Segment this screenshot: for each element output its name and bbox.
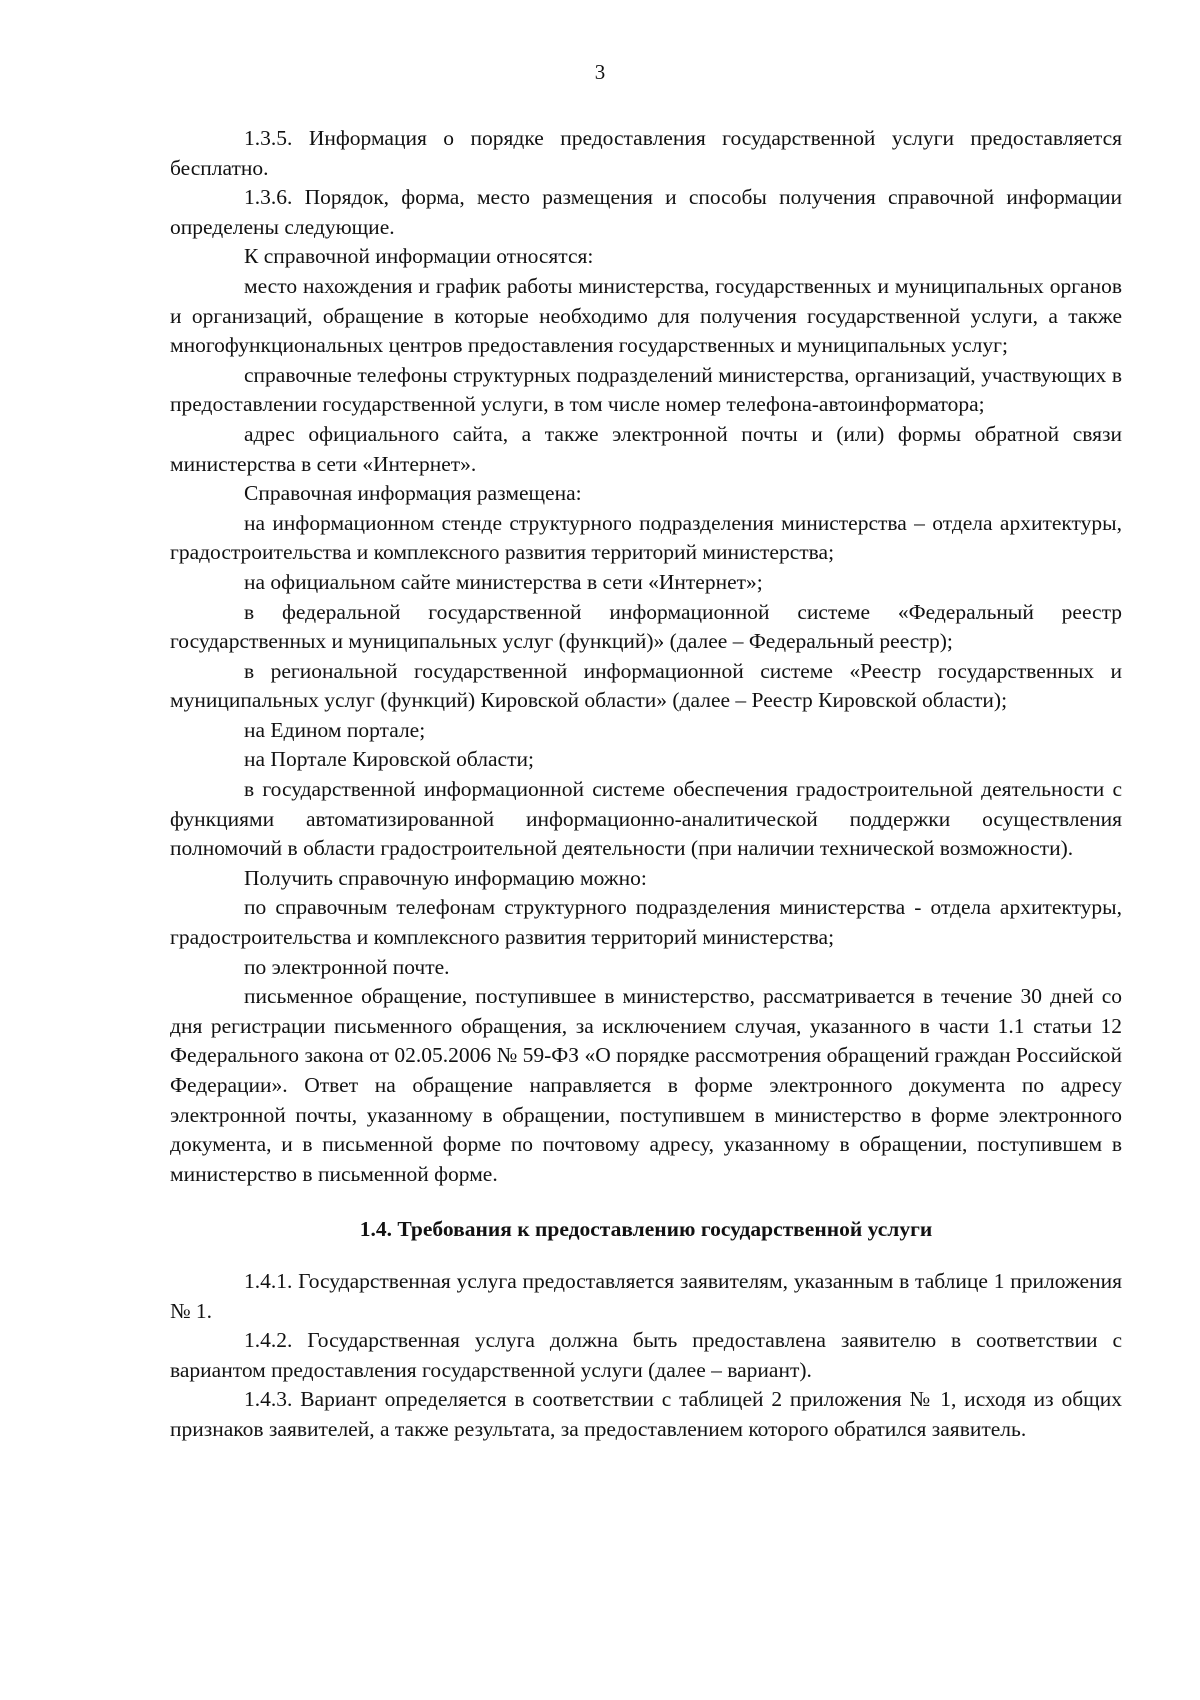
paragraph-kirov-portal: на Портале Кировской области;	[244, 747, 534, 772]
document-body	[170, 124, 1122, 1445]
paragraph-reference-info-intro: К справочной информации относятся:	[244, 244, 594, 269]
paragraph-unified-portal: на Едином портале;	[244, 717, 426, 742]
paragraph-website-address: адрес официального сайта, а также электронной почты и (или) формы обратной связи министерства в сети «Интернет».	[170, 421, 1122, 476]
paragraph-location-schedule: место нахождения и график работы министерства, государственных и муниципальных органов и организаций, обращение в которые необходимо для получения государственной услуги, а также многофункциональных центров предоставления государственных и муниципальных услуг;	[170, 273, 1122, 358]
paragraph-1-4-2: 1.4.2. Государственная услуга должна быть предоставлена заявителю в соответствии с вариантом предоставления государственной услуги (далее – вариант).	[170, 1328, 1122, 1382]
page-number: 3	[594, 60, 606, 84]
paragraph-obtain-info-intro: Получить справочную информацию можно:	[244, 865, 647, 890]
paragraph-phones: справочные телефоны структурных подразделений министерства, организаций, участвующих в предоставлении государственной услуги, в том числе номер телефона-автоинформатора;	[170, 362, 1122, 417]
section-heading-1-4: 1.4. Требования к предоставлению государственной услуги	[359, 1217, 933, 1242]
paragraph-official-site: на официальном сайте министерства в сети «Интернет»;	[244, 569, 763, 594]
paragraph-info-stand: на информационном стенде структурного подразделения министерства – отдела архитектуры, градостроительства и комплексного развития территорий министерства;	[170, 510, 1122, 565]
paragraph-1-4-3: 1.4.3. Вариант определяется в соответствии с таблицей 2 приложения № 1, исходя из общих признаков заявителей, а также результата, за предоставлением которого обратился заявитель.	[170, 1387, 1122, 1441]
paragraph-info-placed-intro: Справочная информация размещена:	[244, 481, 582, 506]
paragraph-1-4-1: 1.4.1. Государственная услуга предоставляется заявителям, указанным в таблице 1 приложения № 1.	[170, 1268, 1122, 1323]
paragraph-written-appeal: письменное обращение, поступившее в министерство, рассматривается в течение 30 дней со дня регистрации письменного обращения, за исключением случая, указанного в части 1.1 статьи 12 Федерального закона от 02.05.2006 № 59-ФЗ «О порядке рассмотрения обращений граждан Российской Федерации». Ответ на обращение направляется в форме электронного документа по адресу электронной почты, указанному в обращении, поступившем в министерство в форме электронного документа, и в письменной форме по почтовому адресу, указанному в обращении, поступившем в министерство в письменной форме.	[170, 984, 1122, 1186]
paragraph-federal-registry: в федеральной государственной информационной системе «Федеральный реестр государственных и муниципальных услуг (функций)» (далее – Федеральный реестр);	[170, 599, 1122, 654]
paragraph-regional-registry: в региональной государственной информационной системе «Реестр государственных и муниципальных услуг (функций) Кировской области» (далее – Реестр Кировской области);	[170, 658, 1122, 713]
paragraph-by-phones: по справочным телефонам структурного подразделения министерства - отдела архитектуры, градостроительства и комплексного развития территорий министерства;	[170, 895, 1122, 950]
paragraph-urban-planning-system: в государственной информационной системе обеспечения градостроительной деятельности с функциями автоматизированной информационно-аналитической поддержки осуществления полномочий в области градостроительной деятельности (при наличии технической возможности).	[170, 777, 1122, 861]
paragraph-by-email: по электронной почте.	[244, 954, 450, 979]
paragraph-1-3-6: 1.3.6. Порядок, форма, место размещения и способы получения справочной информации определены следующие.	[170, 185, 1122, 239]
paragraph-1-3-5: 1.3.5. Информация о порядке предоставления государственной услуги предоставляется бесплатно.	[170, 126, 1122, 180]
